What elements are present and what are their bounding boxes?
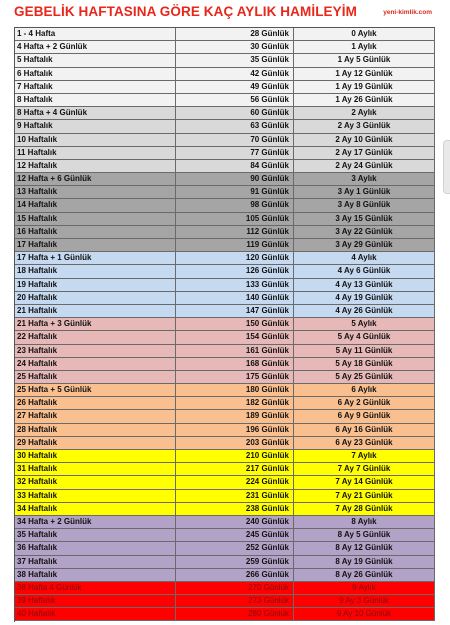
week-cell: 29 Haftalık (15, 437, 176, 449)
table-row (15, 81, 435, 94)
months-cell: 3 Ay 29 Günlük (294, 239, 435, 251)
months-cell: 5 Ay 25 Günlük (294, 371, 435, 383)
week-cell: 20 Haftalık (15, 292, 176, 304)
days-cell: 119 Günlük (176, 239, 294, 251)
week-cell: 8 Haftalık (15, 94, 176, 106)
months-cell: 7 Ay 28 Günlük (294, 503, 435, 515)
days-cell: 84 Günlük (176, 160, 294, 172)
days-cell: 240 Günlük (176, 516, 294, 528)
week-cell: 8 Hafta + 4 Günlük (15, 107, 176, 119)
days-cell: 140 Günlük (176, 292, 294, 304)
week-cell: 5 Haftalık (15, 54, 176, 66)
table-row (15, 503, 435, 516)
months-cell: 7 Ay 14 Günlük (294, 476, 435, 488)
pregnancy-week-table (14, 27, 435, 622)
week-cell: 31 Haftalık (15, 463, 176, 475)
months-cell: 5 Aylık (294, 318, 435, 330)
days-cell: 49 Günlük (176, 81, 294, 93)
days-cell: 90 Günlük (176, 173, 294, 185)
days-cell: 168 Günlük (176, 358, 294, 370)
week-cell: 28 Haftalık (15, 424, 176, 436)
table-row (15, 186, 435, 199)
months-cell: 2 Ay 3 Günlük (294, 120, 435, 132)
days-cell: 196 Günlük (176, 424, 294, 436)
days-cell: 161 Günlük (176, 345, 294, 357)
week-cell: 1 - 4 Hafta (15, 28, 176, 40)
week-cell: 39 Haftalık (15, 595, 176, 607)
page-title: GEBELİK HAFTASINA GÖRE KAÇ AYLIK HAMİLEYİM (14, 4, 357, 19)
week-cell: 10 Haftalık (15, 134, 176, 146)
months-cell: 4 Ay 19 Günlük (294, 292, 435, 304)
week-cell: 21 Hafta + 3 Günlük (15, 318, 176, 330)
week-cell: 34 Hafta + 2 Günlük (15, 516, 176, 528)
week-cell: 34 Haftalık (15, 503, 176, 515)
days-cell: 273 Günlük (176, 595, 294, 607)
days-cell: 28 Günlük (176, 28, 294, 40)
week-cell: 6 Haftalık (15, 68, 176, 80)
months-cell: 9 Ay 10 Günlük (294, 608, 435, 620)
months-cell: 7 Aylık (294, 450, 435, 462)
months-cell: 6 Ay 9 Günlük (294, 410, 435, 422)
months-cell: 6 Ay 16 Günlük (294, 424, 435, 436)
week-cell: 19 Haftalık (15, 279, 176, 291)
months-cell: 2 Ay 10 Günlük (294, 134, 435, 146)
table-row (15, 160, 435, 173)
week-cell: 30 Haftalık (15, 450, 176, 462)
table-row (15, 450, 435, 463)
document-header (14, 4, 434, 26)
days-cell: 180 Günlük (176, 384, 294, 396)
days-cell: 77 Günlük (176, 147, 294, 159)
table-row (15, 437, 435, 450)
week-cell: 24 Haftalık (15, 358, 176, 370)
months-cell: 5 Ay 11 Günlük (294, 345, 435, 357)
week-cell: 26 Haftalık (15, 397, 176, 409)
scroll-handle[interactable] (443, 140, 450, 194)
site-watermark: yeni-kimlik.com (383, 9, 432, 16)
days-cell: 224 Günlük (176, 476, 294, 488)
table-row (15, 345, 435, 358)
table-row (15, 556, 435, 569)
week-cell: 7 Haftalık (15, 81, 176, 93)
week-cell: 32 Haftalık (15, 476, 176, 488)
table-row (15, 384, 435, 397)
table-row (15, 28, 435, 41)
table-row (15, 595, 435, 608)
days-cell: 252 Günlük (176, 542, 294, 554)
days-cell: 105 Günlük (176, 213, 294, 225)
table-row (15, 213, 435, 226)
days-cell: 133 Günlük (176, 279, 294, 291)
week-cell: 40 Haftalık (15, 608, 176, 620)
week-cell: 14 Haftalık (15, 199, 176, 211)
months-cell: 8 Ay 5 Günlük (294, 529, 435, 541)
table-row (15, 424, 435, 437)
week-cell: 4 Hafta + 2 Günlük (15, 41, 176, 53)
table-row (15, 265, 435, 278)
table-row (15, 226, 435, 239)
week-cell: 12 Haftalık (15, 160, 176, 172)
days-cell: 120 Günlük (176, 252, 294, 264)
days-cell: 63 Günlük (176, 120, 294, 132)
table-row (15, 582, 435, 595)
table-row (15, 397, 435, 410)
days-cell: 154 Günlük (176, 331, 294, 343)
days-cell: 42 Günlük (176, 68, 294, 80)
months-cell: 9 Aylık (294, 582, 435, 594)
table-row (15, 410, 435, 423)
table-row (15, 529, 435, 542)
days-cell: 238 Günlük (176, 503, 294, 515)
table-row (15, 41, 435, 54)
months-cell: 8 Ay 12 Günlük (294, 542, 435, 554)
table-row (15, 569, 435, 582)
days-cell: 98 Günlük (176, 199, 294, 211)
week-cell: 22 Haftalık (15, 331, 176, 343)
months-cell: 2 Ay 24 Günlük (294, 160, 435, 172)
days-cell: 91 Günlük (176, 186, 294, 198)
months-cell: 3 Ay 22 Günlük (294, 226, 435, 238)
table-row (15, 120, 435, 133)
months-cell: 3 Ay 15 Günlük (294, 213, 435, 225)
months-cell: 2 Ay 17 Günlük (294, 147, 435, 159)
table-row (15, 358, 435, 371)
table-row (15, 279, 435, 292)
table-row (15, 173, 435, 186)
days-cell: 60 Günlük (176, 107, 294, 119)
week-cell: 17 Haftalık (15, 239, 176, 251)
table-row (15, 252, 435, 265)
months-cell: 3 Ay 8 Günlük (294, 199, 435, 211)
days-cell: 280 Günlük (176, 608, 294, 620)
week-cell: 38 Haftalık (15, 569, 176, 581)
week-cell: 9 Haftalık (15, 120, 176, 132)
table-row (15, 476, 435, 489)
months-cell: 7 Ay 7 Günlük (294, 463, 435, 475)
months-cell: 0 Aylık (294, 28, 435, 40)
days-cell: 112 Günlük (176, 226, 294, 238)
days-cell: 266 Günlük (176, 569, 294, 581)
table-row (15, 54, 435, 67)
table-row (15, 542, 435, 555)
week-cell: 37 Haftalık (15, 556, 176, 568)
days-cell: 175 Günlük (176, 371, 294, 383)
months-cell: 6 Aylık (294, 384, 435, 396)
table-row (15, 292, 435, 305)
week-cell: 35 Haftalık (15, 529, 176, 541)
table-row (15, 199, 435, 212)
table-row (15, 463, 435, 476)
table-row (15, 68, 435, 81)
table-row (15, 134, 435, 147)
days-cell: 231 Günlük (176, 490, 294, 502)
table-row (15, 490, 435, 503)
week-cell: 15 Haftalık (15, 213, 176, 225)
months-cell: 1 Ay 12 Günlük (294, 68, 435, 80)
week-cell: 27 Haftalık (15, 410, 176, 422)
months-cell: 1 Aylık (294, 41, 435, 53)
days-cell: 189 Günlük (176, 410, 294, 422)
months-cell: 8 Ay 26 Günlük (294, 569, 435, 581)
table-row (15, 147, 435, 160)
months-cell: 3 Aylık (294, 173, 435, 185)
days-cell: 203 Günlük (176, 437, 294, 449)
table-row (15, 107, 435, 120)
days-cell: 182 Günlük (176, 397, 294, 409)
months-cell: 8 Ay 19 Günlük (294, 556, 435, 568)
days-cell: 147 Günlük (176, 305, 294, 317)
days-cell: 270 Günlük (176, 582, 294, 594)
table-row (15, 608, 435, 621)
week-cell: 18 Haftalık (15, 265, 176, 277)
week-cell: 25 Hafta + 5 Günlük (15, 384, 176, 396)
months-cell: 7 Ay 21 Günlük (294, 490, 435, 502)
months-cell: 9 Ay 3 Günlük (294, 595, 435, 607)
months-cell: 8 Aylık (294, 516, 435, 528)
week-cell: 21 Haftalık (15, 305, 176, 317)
table-row (15, 516, 435, 529)
months-cell: 5 Ay 18 Günlük (294, 358, 435, 370)
days-cell: 70 Günlük (176, 134, 294, 146)
week-cell: 16 Haftalık (15, 226, 176, 238)
months-cell: 1 Ay 5 Günlük (294, 54, 435, 66)
week-cell: 13 Haftalık (15, 186, 176, 198)
week-cell: 23 Haftalık (15, 345, 176, 357)
table-row (15, 331, 435, 344)
days-cell: 217 Günlük (176, 463, 294, 475)
days-cell: 210 Günlük (176, 450, 294, 462)
days-cell: 259 Günlük (176, 556, 294, 568)
week-cell: 38 Hafta 4 Günlük (15, 582, 176, 594)
table-row (15, 318, 435, 331)
week-cell: 36 Haftalık (15, 542, 176, 554)
days-cell: 150 Günlük (176, 318, 294, 330)
table-row (15, 371, 435, 384)
week-cell: 11 Haftalık (15, 147, 176, 159)
months-cell: 2 Aylık (294, 107, 435, 119)
days-cell: 35 Günlük (176, 54, 294, 66)
months-cell: 6 Ay 2 Günlük (294, 397, 435, 409)
days-cell: 56 Günlük (176, 94, 294, 106)
table-row (15, 305, 435, 318)
months-cell: 4 Ay 13 Günlük (294, 279, 435, 291)
months-cell: 5 Ay 4 Günlük (294, 331, 435, 343)
months-cell: 4 Ay 26 Günlük (294, 305, 435, 317)
week-cell: 12 Hafta + 6 Günlük (15, 173, 176, 185)
week-cell: 17 Hafta + 1 Günlük (15, 252, 176, 264)
days-cell: 126 Günlük (176, 265, 294, 277)
months-cell: 6 Ay 23 Günlük (294, 437, 435, 449)
table-row (15, 94, 435, 107)
months-cell: 1 Ay 19 Günlük (294, 81, 435, 93)
week-cell: 25 Haftalık (15, 371, 176, 383)
days-cell: 245 Günlük (176, 529, 294, 541)
months-cell: 4 Aylık (294, 252, 435, 264)
table-row (15, 239, 435, 252)
week-cell: 33 Haftalık (15, 490, 176, 502)
months-cell: 4 Ay 6 Günlük (294, 265, 435, 277)
months-cell: 1 Ay 26 Günlük (294, 94, 435, 106)
months-cell: 3 Ay 1 Günlük (294, 186, 435, 198)
days-cell: 30 Günlük (176, 41, 294, 53)
